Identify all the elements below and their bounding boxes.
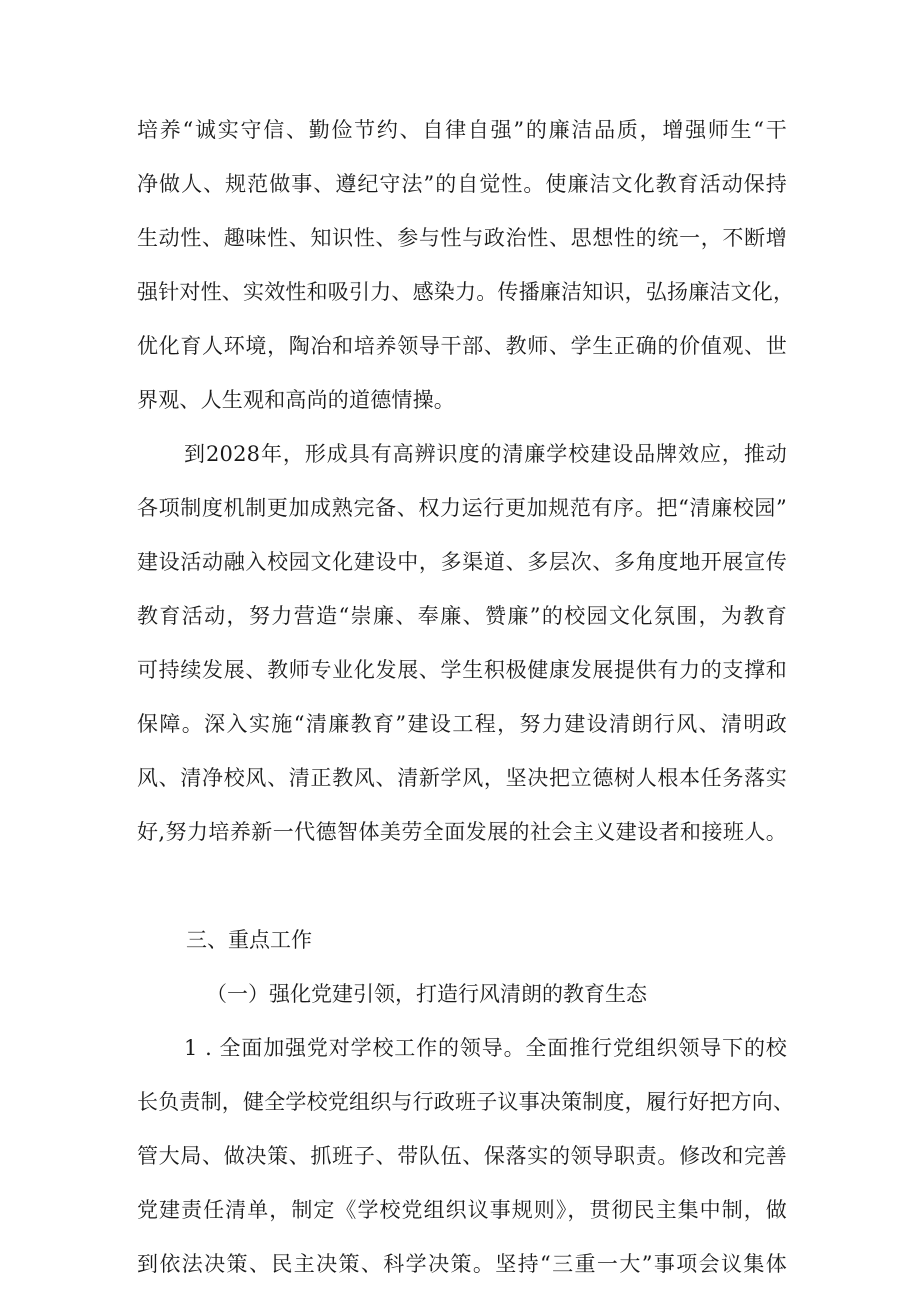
paragraph-1-line-4: 强针对性、实效性和吸引力、感染力。传播廉洁知识，弘扬廉洁文化，: [137, 280, 795, 304]
paragraph-2-line-2: 各项制度机制更加成熟完备、权力运行更加规范有序。把“清廉校园”: [137, 496, 787, 520]
paragraph-1-line-6: 界观、人生观和高尚的道德情操。: [137, 388, 455, 412]
paragraph-2-line-7: 风、清净校风、清正教风、清新学风，坚决把立德树人根本任务落实: [137, 766, 787, 790]
paragraph-2-line-1: 到2028年，形成具有高辨识度的清廉学校建设品牌效应，推动: [184, 442, 787, 466]
paragraph-2-line-5: 可持续发展、教师专业化发展、学生积极健康发展提供有力的支撑和: [137, 658, 787, 682]
section-heading: 三、重点工作: [186, 928, 312, 952]
paragraph-3-line-3: 管大局、做决策、抓班子、带队伍、保落实的领导职责。修改和完善: [137, 1144, 787, 1168]
paragraph-2-line-8: 好,努力培养新一代德智体美劳全面发展的社会主义建设者和接班人。: [137, 820, 787, 844]
subsection-heading: （一）强化党建引领，打造行风清朗的教育生态: [206, 982, 647, 1006]
paragraph-1-line-5: 优化育人环境，陶冶和培养领导干部、教师、学生正确的价值观、世: [137, 334, 787, 358]
paragraph-3-line-2: 长负责制，健全学校党组织与行政班子议事决策制度，履行好把方向、: [137, 1090, 795, 1114]
paragraph-3-line-5: 到依法决策、民主决策、科学决策。坚持“三重一大”事项会议集体: [137, 1252, 787, 1276]
paragraph-1-line-3: 生动性、趣味性、知识性、参与性与政治性、思想性的统一，不断增: [137, 226, 787, 250]
paragraph-3-line-4: 党建责任清单，制定《学校党组织议事规则》，贯彻民主集中制，做: [137, 1198, 787, 1222]
paragraph-3-line-1: 1 . 全面加强党对学校工作的领导。全面推行党组织领导下的校: [184, 1036, 787, 1060]
paragraph-2-line-4: 教育活动，努力营造“崇廉、奉廉、赞廉”的校园文化氛围，为教育: [137, 604, 787, 628]
paragraph-2-line-3: 建设活动融入校园文化建设中，多渠道、多层次、多角度地开展宣传: [137, 550, 787, 574]
paragraph-1-line-2: 净做人、规范做事、遵纪守法”的自觉性。使廉洁文化教育活动保持: [137, 172, 787, 196]
paragraph-1-line-1: 培养“诚实守信、勤俭节约、自律自强”的廉洁品质，增强师生“干: [137, 118, 787, 142]
paragraph-2-line-6: 保障。深入实施“清廉教育”建设工程，努力建设清朗行风、清明政: [137, 712, 787, 736]
